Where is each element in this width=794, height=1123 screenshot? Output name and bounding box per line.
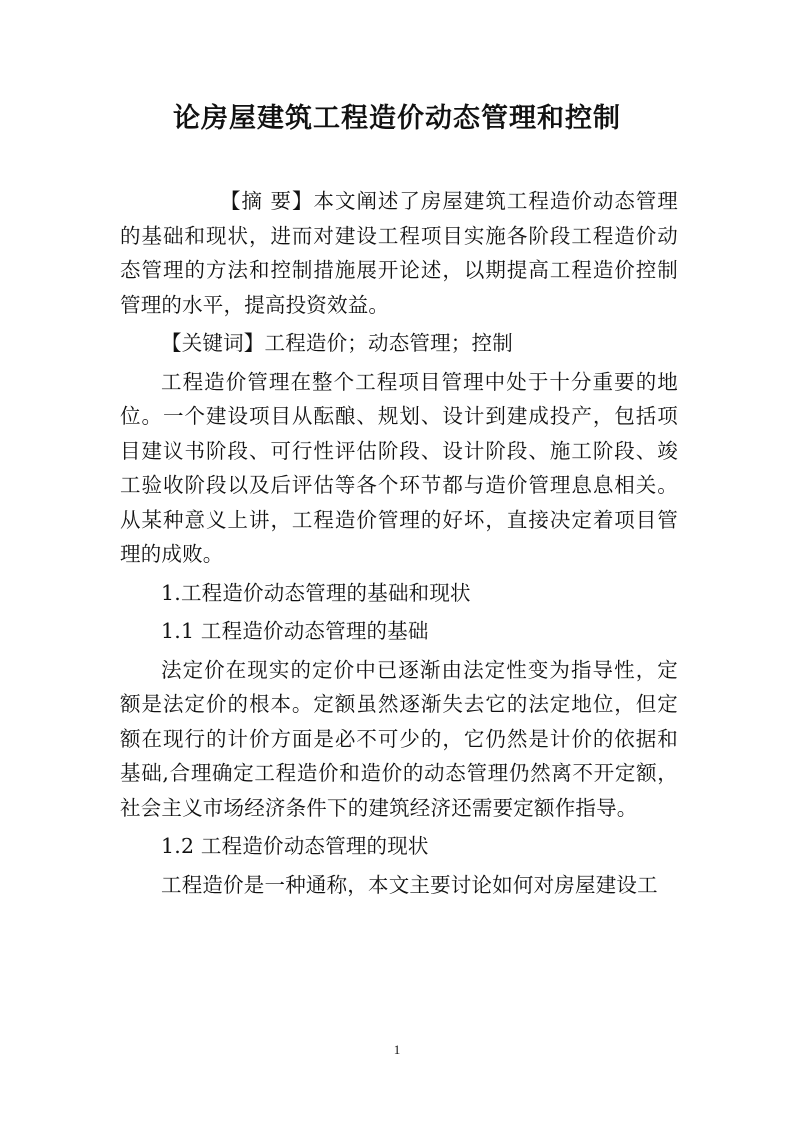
section-heading-1: 1.工程造价动态管理的基础和现状	[161, 580, 471, 605]
section-heading-1-2: 1.2 工程造价动态管理的现状	[161, 834, 429, 858]
section-heading-1-1: 1.1 工程造价动态管理的基础	[161, 619, 429, 643]
page-number: 1	[393, 1042, 401, 1057]
keywords-paragraph: 【关键词】工程造价；动态管理；控制	[161, 331, 513, 355]
section-1-1-paragraph: 法定价在现实的定价中已逐渐由法定性变为指导性，定额是法定价的根本。定额虽然逐渐失去它的法定地位，但定额在现行的计价方面是必不可少的，它仍然是计价的依据和基础,合理确定工程造价和造价的动态管理仍然离不开定额，社会主义市场经济条件下的建筑经济还需要定额作指导。	[120, 657, 678, 820]
abstract-paragraph: 【摘 要】本文阐述了房屋建筑工程造价动态管理的基础和现状，进而对建设工程项目实施各阶段工程造价动态管理的方法和控制措施展开论述，以期提高工程造价控制管理的水平，提高投资效益。	[120, 189, 678, 317]
document-body	[120, 184, 678, 902]
document-title: 论房屋建筑工程造价动态管理和控制	[173, 103, 621, 134]
section-1-2-paragraph: 工程造价是一种通称，本文主要讨论如何对房屋建设工	[161, 872, 658, 897]
intro-paragraph: 工程造价管理在整个工程项目管理中处于十分重要的地位。一个建设项目从酝酿、规划、设计到建成投产，包括项目建议书阶段、可行性评估阶段、设计阶段、施工阶段、竣工验收阶段以及后评估等各个环节都与造价管理息息相关。从某种意义上讲，工程造价管理的好坏，直接决定着项目管理的成败。	[120, 369, 678, 566]
